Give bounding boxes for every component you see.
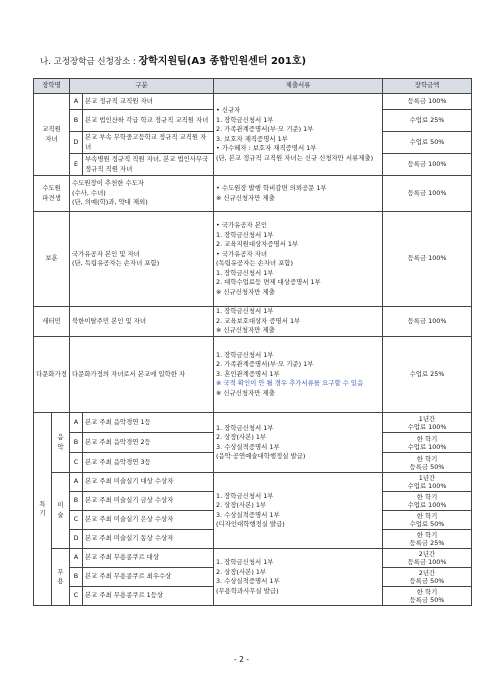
row-code: A <box>70 549 83 568</box>
row-code: A <box>70 473 83 492</box>
table-row <box>34 212 472 307</box>
table-row <box>34 473 472 492</box>
multicultural-amount: 수업료 25% <box>383 337 472 413</box>
row-code: B <box>70 433 83 453</box>
row-code: B <box>70 568 83 587</box>
row-desc: 본교 주최 미술실기 동상 수상자 <box>83 530 214 549</box>
art-docs: 1. 장학금신청서 1부 2. 상장(사본) 1부 3. 수상실적증명서 1부 (디자인대학행정실 발급) <box>214 473 383 549</box>
staff-label: 교직원 자녀 <box>34 94 70 176</box>
row-amount: 한 학기 수업료 100% <box>383 492 472 511</box>
table-row <box>34 307 472 337</box>
table-row <box>34 176 472 212</box>
row-desc: 본교 주최 음악경연 2등 <box>83 433 214 453</box>
multicultural-desc: 다문화가정의 자녀로서 본교에 입학한 자 <box>70 337 214 413</box>
multicultural-note: ※ 국적 확인이 안 될 경우 추가서류를 요구할 수 있음 <box>216 379 364 388</box>
row-code: C <box>70 511 83 530</box>
row-desc: 본교 법인산하 각급 학교 정규직 교직원 자녀 <box>83 110 214 132</box>
header-row <box>34 79 472 94</box>
multicultural-docs-list: 1. 장학금신청서 1부 2. 가족관계증명서(부·모 기준) 1부 3. 혼인관계증명서 1부 <box>216 350 314 378</box>
row-desc: 본교 주최 무용콩쿠르 1등상 <box>83 587 214 606</box>
header-documents: 제출서류 <box>214 79 383 94</box>
table-row <box>34 337 472 413</box>
art-label: 미 술 <box>52 473 70 549</box>
multicultural-new-only: ※ 신규신청자만 제출 <box>216 388 275 397</box>
section-heading <box>40 52 306 67</box>
religious-docs: • 수도원장 발행 학비감면 의뢰공문 1부 ※ 신규신청자만 제출 <box>214 176 383 212</box>
scholarship-table <box>33 78 472 606</box>
multicultural-label: 다문화가정 <box>34 337 70 413</box>
row-desc: 본교 주최 미술실기 금상 수상자 <box>83 492 214 511</box>
multicultural-docs <box>214 337 383 413</box>
header-category: 장학명 <box>34 79 70 94</box>
row-amount: 수업료 25% <box>383 110 472 132</box>
header-division: 구분 <box>70 79 214 94</box>
row-desc: 본교 주최 미술실기 대상 수상자 <box>83 473 214 492</box>
table-row <box>34 413 472 433</box>
row-amount: 등록금 100% <box>383 94 472 110</box>
row-desc: 본교 주최 미술실기 은상 수상자 <box>83 511 214 530</box>
row-amount: 한 학기 수업료 100% <box>383 433 472 453</box>
row-code: B <box>70 110 83 132</box>
table-row <box>34 94 472 110</box>
row-code: D <box>70 530 83 549</box>
row-amount: 한 학기 등록금 25% <box>383 530 472 549</box>
row-code: A <box>70 94 83 110</box>
settler-label: 새터민 <box>34 307 70 337</box>
religious-amount: 등록금 100% <box>383 176 472 212</box>
heading-location: 장학지원팀(A3 종합민원센터 201호) <box>138 56 307 67</box>
dance-docs: 1. 장학금신청서 1부 2. 상장(사본) 1부 3. 수상실적증명서 1부 (무용학과사무실 발급) <box>214 549 383 606</box>
row-desc: 본교 주최 무용콩쿠르 최우수상 <box>83 568 214 587</box>
header-amount: 장학금액 <box>383 79 472 94</box>
row-amount: 한 학기 등록금 50% <box>383 587 472 606</box>
dance-label: 무 용 <box>52 549 70 606</box>
row-amount: 1년간 수업료 100% <box>383 413 472 433</box>
veteran-amount: 등록금 100% <box>383 212 472 307</box>
veteran-label: 보훈 <box>34 212 70 307</box>
row-code: C <box>70 587 83 606</box>
row-desc: 본교 주최 무용콩쿠르 대상 <box>83 549 214 568</box>
row-code: A <box>70 413 83 433</box>
row-desc: 본교 부속 무학중고등학교 정규직 교직원 자녀 <box>83 132 214 154</box>
row-amount: 등록금 100% <box>383 154 472 176</box>
veteran-docs: • 국가유공자 본인 1. 장학금신청서 1부 2. 교육지원대상자증명서 1부 • 국가유공자 자녀 (독립유공자는 손자녀 포함) 1. 장학금신청서 1부 2. 대학수업료등 면제 대상증명서 1부 ※ 신규신청자만 제출 <box>214 212 383 307</box>
row-code: C <box>70 453 83 473</box>
heading-prefix: 나. 고정장학금 신청장소 : <box>40 57 139 67</box>
row-amount: 한 학기 등록금 50% <box>383 453 472 473</box>
religious-desc: 수도원장이 추천한 수도자 (수사, 수녀) (단, 의예(학)과, 약대 제외) <box>70 176 214 212</box>
row-desc: 본교 정규직 교직원 자녀 <box>83 94 214 110</box>
row-amount: 2년간 등록금 100% <box>383 549 472 568</box>
religious-label: 수도원 파견생 <box>34 176 70 212</box>
music-docs: 1. 장학금신청서 1부 2. 상장(사본) 1부 3. 수상실적증명서 1부 (음악·공연예술대학행정실 발급) <box>214 413 383 473</box>
row-amount: 한 학기 수업료 50% <box>383 511 472 530</box>
row-code: B <box>70 492 83 511</box>
staff-docs: • 신규자 1. 장학금신청서 1부 2. 가족관계증명서(부·모 기준) 1부 3. 보호자 재직증명서 1부 • 가수혜자 : 보호자 재직증명서 1부 (단, 본교 정규직 교직원 자녀는 신규 신청자만 서류제출) <box>214 94 383 176</box>
row-amount: 2년간 등록금 50% <box>383 568 472 587</box>
row-desc: 본교 주최 음악경연 1등 <box>83 413 214 433</box>
music-label: 음 악 <box>52 413 70 473</box>
settler-amount: 등록금 100% <box>383 307 472 337</box>
row-desc: 부속병원 정규직 직원 자녀, 본교 법인사무국 정규직 직원 자녀 <box>83 154 214 176</box>
row-desc: 본교 주최 음악경연 3등 <box>83 453 214 473</box>
settler-desc: 북한이탈주민 본인 및 자녀 <box>70 307 214 337</box>
row-amount: 수업료 50% <box>383 132 472 154</box>
special-label: 특 기 <box>34 413 52 606</box>
settler-docs: 1. 장학금신청서 1부 2. 교육보호대상자 증명서 1부 ※ 신규신청자만 제출 <box>214 307 383 337</box>
table-row <box>34 549 472 568</box>
veteran-desc: 국가유공자 본인 및 자녀 (단, 독립유공자는 손자녀 포함) <box>70 212 214 307</box>
row-code: D <box>70 132 83 154</box>
row-code: E <box>70 154 83 176</box>
row-amount: 1년간 수업료 100% <box>383 473 472 492</box>
page-number: - 2 - <box>234 655 249 664</box>
